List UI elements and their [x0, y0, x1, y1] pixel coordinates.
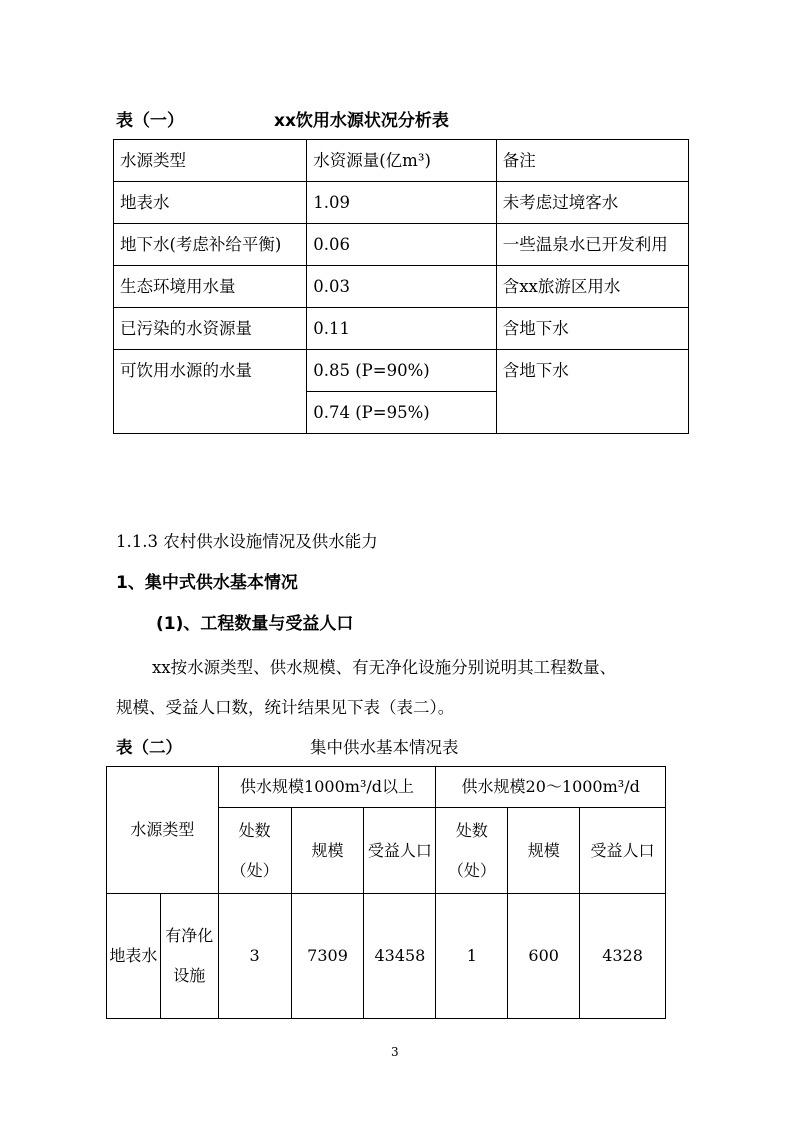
cell-g1-count: 3: [218, 894, 291, 1019]
cell-amount: 0.11: [307, 308, 497, 350]
cell-type: 地下水(考虑补给平衡): [114, 224, 307, 266]
page-number: 3: [391, 1045, 399, 1059]
table1-label: 表（一）: [116, 111, 184, 131]
subsection-heading: (1)、工程数量与受益人口: [156, 614, 354, 634]
cell-g2-scale: 600: [508, 894, 580, 1019]
table-row: [114, 350, 689, 392]
centralized-supply-table: [106, 766, 666, 1019]
header-source-type: 水源类型: [107, 767, 219, 894]
cell-amount: 0.74 (P=95%): [307, 392, 497, 434]
table-row: [107, 894, 666, 1019]
header-people: 受益人口: [580, 808, 666, 894]
header-scale: 规模: [508, 808, 580, 894]
cell-type: 已污染的水资源量: [114, 308, 307, 350]
header-cell: 水资源量(亿m³): [307, 140, 497, 182]
header-count: 处数（处）: [436, 808, 508, 894]
header-group-1: 供水规模1000m³/d以上: [218, 767, 436, 808]
cell-amount: 0.06: [307, 224, 497, 266]
header-people: 受益人口: [364, 808, 436, 894]
cell-note: 含地下水: [496, 308, 688, 350]
table-row: [114, 308, 689, 350]
table2-title: 集中供水基本情况表: [310, 738, 459, 757]
cell-type: 可饮用水源的水量: [114, 350, 307, 434]
cell-amount: 0.03: [307, 266, 497, 308]
table-header-row: [114, 140, 689, 182]
cell-purify: 有净化设施: [160, 894, 218, 1019]
table2-label: 表（二）: [116, 738, 182, 757]
table-header-row: [107, 767, 666, 808]
cell-type: 生态环境用水量: [114, 266, 307, 308]
paragraph-line-2: 规模、受益人口数，统计结果见下表（表二）。: [116, 698, 455, 717]
header-count: 处数（处）: [218, 808, 291, 894]
cell-g1-scale: 7309: [291, 894, 364, 1019]
section-heading-1-1-3: 1.1.3 农村供水设施情况及供水能力: [116, 532, 378, 551]
table-row: [114, 266, 689, 308]
table1-title: xx饮用水源状况分析表: [274, 111, 449, 131]
paragraph-line-1: xx按水源类型、供水规模、有无净化设施分别说明其工程数量、: [152, 658, 617, 677]
table-row: [114, 182, 689, 224]
table-row: [114, 224, 689, 266]
cell-source: 地表水: [107, 894, 161, 1019]
cell-note: 未考虑过境客水: [496, 182, 688, 224]
cell-note: 含地下水: [496, 350, 688, 434]
water-source-analysis-table: [113, 139, 689, 434]
cell-amount: 0.85 (P=90%): [307, 350, 497, 392]
section-heading-centralized: 1、集中式供水基本情况: [116, 573, 298, 593]
cell-g2-people: 4328: [580, 894, 666, 1019]
header-group-2: 供水规模20～1000m³/d: [436, 767, 666, 808]
header-scale: 规模: [291, 808, 364, 894]
cell-g2-count: 1: [436, 894, 508, 1019]
cell-type: 地表水: [114, 182, 307, 224]
cell-note: 一些温泉水已开发利用: [496, 224, 688, 266]
cell-note: 含xx旅游区用水: [496, 266, 688, 308]
header-cell: 备注: [496, 140, 688, 182]
cell-amount: 1.09: [307, 182, 497, 224]
cell-g1-people: 43458: [364, 894, 436, 1019]
header-cell: 水源类型: [114, 140, 307, 182]
